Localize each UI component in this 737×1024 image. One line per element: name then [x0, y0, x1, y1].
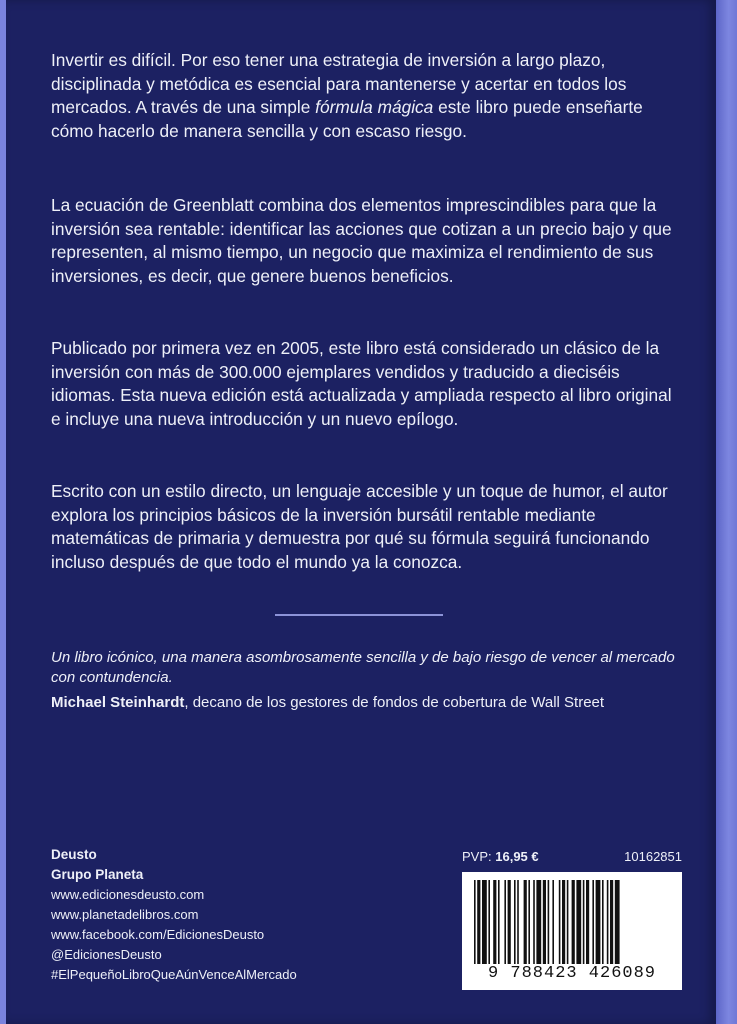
blurb-author: Michael Steinhardt [51, 694, 185, 711]
synopsis-paragraph-2: La ecuación de Greenblatt combina dos elementos imprescindibles para que la inversión sea rentable: identificar las acciones que cotizan a un precio bajo y que representen, al mismo tiempo, un negocio que maximiza el rendimiento de sus inversiones, es decir, que genere buenos beneficios. [51, 195, 672, 286]
price-label: PVP: [462, 849, 492, 864]
barcode-bar [562, 880, 565, 964]
barcode-bar [592, 880, 594, 964]
barcode-bar [517, 880, 519, 964]
barcode-bar [536, 880, 541, 964]
barcode-bar [477, 880, 480, 964]
barcode-bar [572, 880, 575, 964]
barcode-bar [514, 880, 516, 964]
barcode-bar [548, 880, 550, 964]
publisher-link: @EdicionesDeusto [51, 947, 162, 962]
barcode-bar [567, 880, 569, 964]
barcode-bar [488, 880, 490, 964]
barcode-bar [524, 880, 527, 964]
barcode-bar [615, 880, 620, 964]
barcode-bars [474, 880, 670, 964]
publisher-link: www.planetadelibros.com [51, 907, 199, 922]
synopsis-paragraph-4: Escrito con un estilo directo, un lenguaje accesible y un toque de humor, el autor explora los principios básicos de la inversión bursátil rentable mediante matemáticas de primaria y demuestra por qué su fórmula seguirá funcionando incluso después de que todo el mundo ya la conozca. [51, 481, 668, 572]
barcode-bar [482, 880, 487, 964]
book-spine-edge [716, 0, 737, 1024]
barcode-bar [474, 880, 476, 964]
barcode-bar [583, 880, 585, 964]
synopsis-italic-term: fórmula mágica [315, 97, 434, 118]
barcode-bar [576, 880, 581, 964]
publisher-link: www.edicionesdeusto.com [51, 887, 205, 902]
publisher-hashtag: #ElPequeñoLibroQueAúnVenceAlMercado [51, 967, 297, 982]
section-divider [275, 614, 443, 616]
publisher-block [51, 845, 431, 985]
barcode-bar [602, 880, 604, 964]
synopsis-paragraph-1 [51, 49, 681, 143]
synopsis-text: este libro puede enseñarte cómo hacerlo de manera sencilla y con escaso riesgo. [51, 97, 643, 141]
barcode-bar [596, 880, 601, 964]
barcode-bar [493, 880, 496, 964]
product-code: 10162851 [624, 849, 682, 864]
synopsis-paragraph-3: Publicado por primera vez en 2005, este libro está considerado un clásico de la inversión con más de 300.000 ejemplares vendidos y traducido a dieciséis idiomas. Esta nueva edición está actualizada y ampliada respecto al libro original e incluye una nueva introducción y un nuevo epílogo. [51, 338, 672, 429]
price-value: 16,95 € [495, 849, 539, 864]
publisher-name: Deusto [51, 847, 97, 862]
barcode-bar [552, 880, 554, 964]
barcode-bar [543, 880, 546, 964]
publisher-group: Grupo Planeta [51, 867, 144, 882]
barcode-bar [586, 880, 589, 964]
barcode-bar [559, 880, 561, 964]
barcode [462, 872, 682, 990]
barcode-bar [610, 880, 613, 964]
barcode-bar [504, 880, 506, 964]
blurb-author-description: , decano de los gestores de fondos de cobertura de Wall Street [184, 694, 605, 711]
barcode-bar [508, 880, 511, 964]
synopsis-text: Invertir es difícil. Por eso tener una estrategia de inversión a largo plazo, disciplinada y metódica es esencial para mantenerse y acertar en todos los mercados. A través de una simple [51, 50, 627, 118]
blurb-attribution [51, 692, 691, 714]
barcode-bar [498, 880, 500, 964]
price [462, 849, 539, 864]
publisher-link: www.facebook.com/EdicionesDeusto [51, 927, 265, 942]
isbn-number: 9 788423 426089 [487, 964, 657, 983]
barcode-bar [607, 880, 609, 964]
blurb-quote: Un libro icónico, una manera asombrosamente sencilla y de bajo riesgo de vencer al mercado con contundencia. [51, 649, 675, 686]
barcode-bar [528, 880, 530, 964]
barcode-bar [533, 880, 535, 964]
